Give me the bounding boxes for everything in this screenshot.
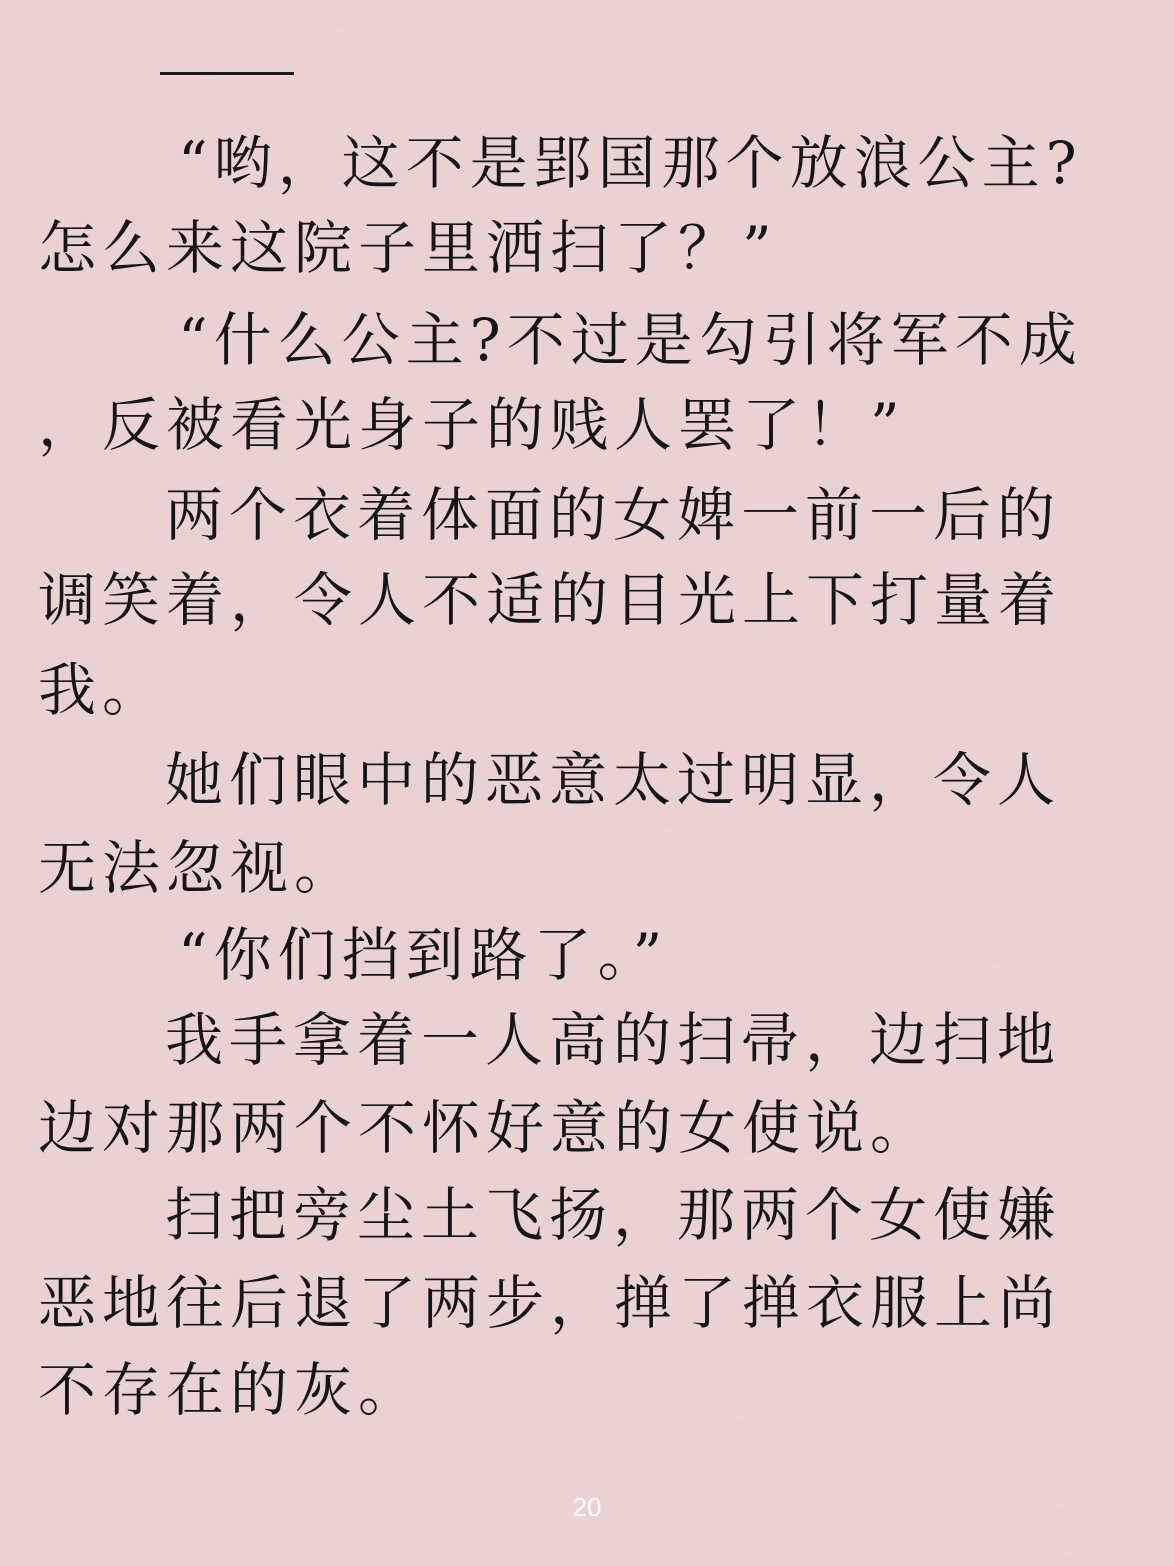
text-line: ，反被看光身子的贱人罢了！” — [38, 391, 906, 459]
text-line: 我。 — [38, 656, 167, 724]
text-line: 恶地往后退了两步，掸了掸衣服上尚 — [38, 1269, 1063, 1337]
text-line: 调笑着，令人不适的目光上下打量着 — [38, 566, 1063, 634]
text-line: 怎么来这院子里洒扫了？” — [38, 214, 778, 282]
text-line: 边对那两个不怀好意的女使说。 — [38, 1094, 935, 1162]
text-line: 她们眼中的恶意太过明显，令人 — [165, 746, 1062, 814]
text-line: 无法忽视。 — [38, 834, 359, 902]
text-line: 扫把旁尘土飞扬，那两个女使嫌 — [165, 1181, 1062, 1249]
text-line: 我手拿着一人高的扫帚，边扫地 — [165, 1006, 1062, 1074]
text-line: “哟，这不是郢国那个放浪公主? — [178, 129, 1083, 197]
text-line: 两个衣着体面的女婢一前一后的 — [165, 481, 1062, 549]
text-line: 不存在的灰。 — [38, 1356, 423, 1424]
page-number: 20 — [572, 1492, 602, 1522]
section-divider — [160, 72, 294, 75]
text-line: “你们挡到路了。” — [178, 921, 669, 989]
text-line: “什么公主?不过是勾引将军不成 — [178, 306, 1083, 374]
